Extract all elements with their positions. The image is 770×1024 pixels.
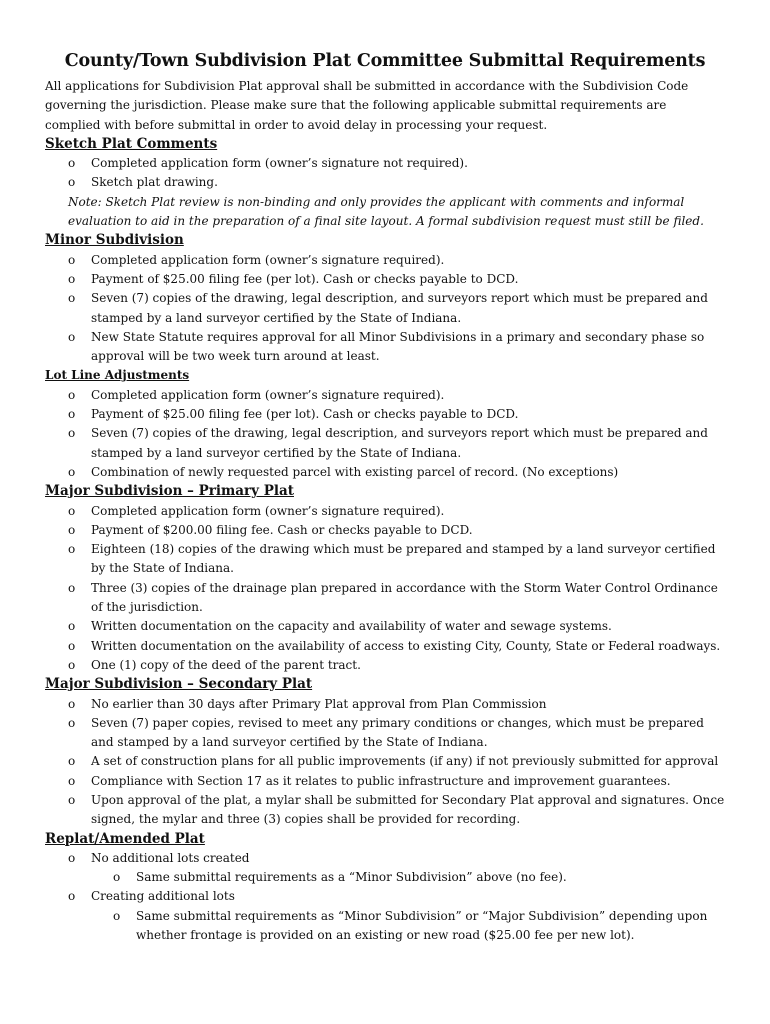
list-item: o Payment of $25.00 filing fee (per lot). Cash or checks payable to DCD. [45, 270, 725, 289]
list-item: o Seven (7) copies of the drawing, legal description, and surveyors report which must be prepared and stamped by a land surveyor certified by the State of Indiana. [45, 289, 725, 328]
list-item: o Completed application form (owner’s signature required). [45, 251, 725, 270]
sub-list-item: o Same submittal requirements as “Minor Subdivision” or “Major Subdivision” depending upon whether frontage is provided on an existing or new road ($25.00 fee per new lot). [45, 907, 725, 946]
list-item: o Payment of $200.00 filing fee. Cash or checks payable to DCD. [45, 521, 725, 540]
list-item: o Eighteen (18) copies of the drawing which must be prepared and stamped by a land surveyor certified by the State of Indiana. [45, 540, 725, 579]
section-heading-primary: Major Subdivision – Primary Plat [45, 483, 294, 500]
list-item: o Upon approval of the plat, a mylar shall be submitted for Secondary Plat approval and signatures. Once signed, the mylar and three (3) copies shall be provided for recording. [45, 791, 725, 830]
section-heading-sketch: Sketch Plat Comments [45, 135, 218, 152]
lotline-list [45, 386, 725, 482]
replat-list [45, 849, 725, 945]
sketch-list [45, 154, 725, 193]
list-item: o Completed application form (owner’s signature required). [45, 502, 725, 521]
list-item: o No earlier than 30 days after Primary Plat approval from Plan Commission [45, 695, 725, 714]
list-item: o Payment of $25.00 filing fee (per lot). Cash or checks payable to DCD. [45, 405, 725, 424]
section-heading-lotline: Lot Line Adjustments [45, 368, 190, 383]
list-item: o Completed application form (owner’s signature not required). [45, 154, 725, 173]
minor-list [45, 251, 725, 367]
list-item: o Completed application form (owner’s signature required). [45, 386, 725, 405]
primary-list [45, 502, 725, 676]
sketch-note: Note: Sketch Plat review is non-binding and only provides the applicant with comments and informal evaluation to aid in the preparation of a final site layout. A formal subdivision request must still be filed. [68, 194, 704, 229]
document-page [45, 50, 725, 945]
list-item: o Seven (7) copies of the drawing, legal description, and surveyors report which must be prepared and stamped by a land surveyor certified by the State of Indiana. [45, 424, 725, 463]
list-item: o A set of construction plans for all public improvements (if any) if not previously submitted for approval [45, 752, 725, 771]
section-heading-replat: Replat/Amended Plat [45, 830, 205, 847]
list-item: o Creating additional lots [45, 887, 725, 906]
list-item: o One (1) copy of the deed of the parent tract. [45, 656, 725, 675]
secondary-list [45, 695, 725, 830]
list-item: o New State Statute requires approval for all Minor Subdivisions in a primary and secondary phase so approval will be two week turn around at least. [45, 328, 725, 367]
list-item: o Combination of newly requested parcel with existing parcel of record. (No exceptions) [45, 463, 725, 482]
list-item: o Three (3) copies of the drainage plan prepared in accordance with the Storm Water Control Ordinance of the jurisdiction. [45, 579, 725, 618]
intro-paragraph: All applications for Subdivision Plat approval shall be submitted in accordance with the Subdivision Code governing the jurisdiction. Please make sure that the following applicable submittal requirements are complied with before submittal in order to avoid delay in processing your request. [45, 79, 689, 132]
list-item: o Written documentation on the capacity and availability of water and sewage systems. [45, 617, 725, 636]
list-item: o Sketch plat drawing. [45, 173, 725, 192]
section-heading-minor: Minor Subdivision [45, 232, 184, 249]
list-item: o Seven (7) paper copies, revised to meet any primary conditions or changes, which must be prepared and stamped by a land surveyor certified by the State of Indiana. [45, 714, 725, 753]
list-item: o No additional lots created [45, 849, 725, 868]
sub-list-item: o Same submittal requirements as a “Minor Subdivision” above (no fee). [45, 868, 725, 887]
list-item: o Written documentation on the availability of access to existing City, County, State or Federal roadways. [45, 637, 725, 656]
page-title: County/Town Subdivision Plat Committee Submittal Requirements [64, 51, 706, 71]
section-heading-secondary: Major Subdivision – Secondary Plat [45, 676, 313, 693]
list-item: o Compliance with Section 17 as it relates to public infrastructure and improvement guarantees. [45, 772, 725, 791]
